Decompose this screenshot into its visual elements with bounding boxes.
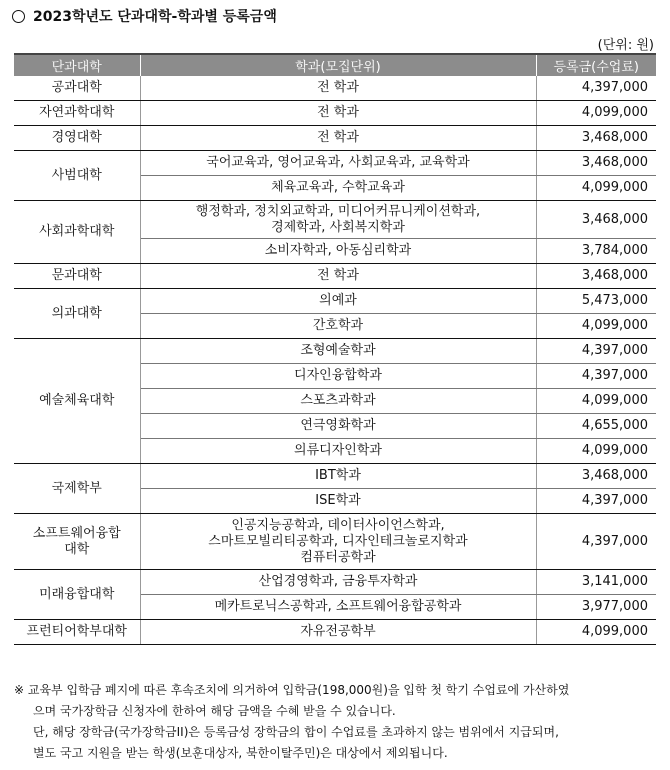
header-tuition: 등록금(수업료) [536, 54, 656, 76]
tuition-cell: 4,397,000 [536, 489, 656, 514]
college-cell: 경영대학 [14, 126, 140, 151]
header-college: 단과대학 [14, 54, 140, 76]
tuition-cell: 4,655,000 [536, 414, 656, 439]
department-cell: 자유전공학부 [140, 620, 536, 645]
department-cell: ISE학과 [140, 489, 536, 514]
tuition-cell: 3,468,000 [536, 201, 656, 239]
department-cell: 연극영화학과 [140, 414, 536, 439]
table-row [14, 264, 656, 289]
department-cell: 소비자학과, 아동심리학과 [140, 239, 536, 264]
table-row [14, 76, 656, 101]
tuition-cell: 4,397,000 [536, 76, 656, 101]
department-cell: 메카트로닉스공학과, 소프트웨어융합공학과 [140, 595, 536, 620]
tuition-cell: 3,468,000 [536, 126, 656, 151]
table-row [14, 514, 656, 570]
tuition-cell: 3,141,000 [536, 570, 656, 595]
tuition-cell: 3,784,000 [536, 239, 656, 264]
department-cell: IBT학과 [140, 464, 536, 489]
tuition-cell: 4,397,000 [536, 339, 656, 364]
college-cell: 프런티어학부대학 [14, 620, 140, 645]
department-cell: 조형예술학과 [140, 339, 536, 364]
footnote-line: 으며 국가장학금 신청자에 한하여 해당 금액을 수혜 받을 수 있습니다. [33, 704, 396, 718]
footnote-line: ※ 교육부 입학금 폐지에 따른 후속조치에 의거하여 입학금(198,000원)을 입학 첫 학기 수업료에 가산하였 [14, 683, 570, 697]
tuition-cell: 4,099,000 [536, 314, 656, 339]
footnote-line: 단, 해당 장학금(국가장학금II)은 등록금성 장학금의 합이 수업료를 초과하지 않는 범위에서 지급되며, [33, 725, 559, 739]
department-cell: 국어교육과, 영어교육과, 사회교육과, 교육학과 [140, 151, 536, 176]
circle-bullet-icon [12, 10, 25, 23]
department-cell: 산업경영학과, 금융투자학과 [140, 570, 536, 595]
tuition-table [14, 53, 656, 645]
department-cell: 전 학과 [140, 101, 536, 126]
department-cell: 인공지능공학과, 데이터사이언스학과, 스마트모빌리티공학과, 디자인테크놀로지학과 컴퓨터공학과 [140, 514, 536, 570]
college-cell: 자연과학대학 [14, 101, 140, 126]
department-cell: 디자인융합학과 [140, 364, 536, 389]
tuition-cell: 4,099,000 [536, 439, 656, 464]
college-cell: 사회과학대학 [14, 201, 140, 264]
college-cell: 공과대학 [14, 76, 140, 101]
college-cell: 미래융합대학 [14, 570, 140, 620]
college-cell: 사범대학 [14, 151, 140, 201]
tuition-cell: 3,468,000 [536, 264, 656, 289]
table-row [14, 201, 656, 239]
header-department: 학과(모집단위) [140, 54, 536, 76]
tuition-cell: 4,099,000 [536, 176, 656, 201]
department-cell: 전 학과 [140, 264, 536, 289]
department-cell: 체육교육과, 수학교육과 [140, 176, 536, 201]
department-cell: 행정학과, 정치외교학과, 미디어커뮤니케이션학과, 경제학과, 사회복지학과 [140, 201, 536, 239]
table-row [14, 289, 656, 314]
department-cell: 전 학과 [140, 126, 536, 151]
tuition-cell: 4,099,000 [536, 620, 656, 645]
table-row [14, 464, 656, 489]
college-cell: 의과대학 [14, 289, 140, 339]
tuition-cell: 4,397,000 [536, 514, 656, 570]
department-cell: 스포츠과학과 [140, 389, 536, 414]
department-cell: 간호학과 [140, 314, 536, 339]
footnote-line: 별도 국고 지원을 받는 학생(보훈대상자, 북한이탈주민)은 대상에서 제외됩니다. [33, 746, 448, 760]
department-cell: 의예과 [140, 289, 536, 314]
table-row [14, 620, 656, 645]
table-body [14, 76, 656, 645]
table-row [14, 101, 656, 126]
tuition-cell: 4,099,000 [536, 101, 656, 126]
tuition-cell: 3,468,000 [536, 464, 656, 489]
college-cell: 예술체육대학 [14, 339, 140, 464]
tuition-cell: 3,977,000 [536, 595, 656, 620]
page-title [10, 6, 277, 26]
table-row [14, 339, 656, 364]
tuition-cell: 4,099,000 [536, 389, 656, 414]
footnote [14, 680, 658, 764]
college-cell: 문과대학 [14, 264, 140, 289]
college-cell: 국제학부 [14, 464, 140, 514]
college-cell: 소프트웨어융합 대학 [14, 514, 140, 570]
table-row [14, 151, 656, 176]
tuition-cell: 5,473,000 [536, 289, 656, 314]
tuition-cell: 3,468,000 [536, 151, 656, 176]
page-title-text: 2023학년도 단과대학-학과별 등록금액 [33, 9, 277, 25]
table-header-row [14, 54, 656, 76]
department-cell: 전 학과 [140, 76, 536, 101]
tuition-cell: 4,397,000 [536, 364, 656, 389]
table-row [14, 570, 656, 595]
department-cell: 의류디자인학과 [140, 439, 536, 464]
table-row [14, 126, 656, 151]
unit-label: (단위: 원) [597, 38, 654, 53]
